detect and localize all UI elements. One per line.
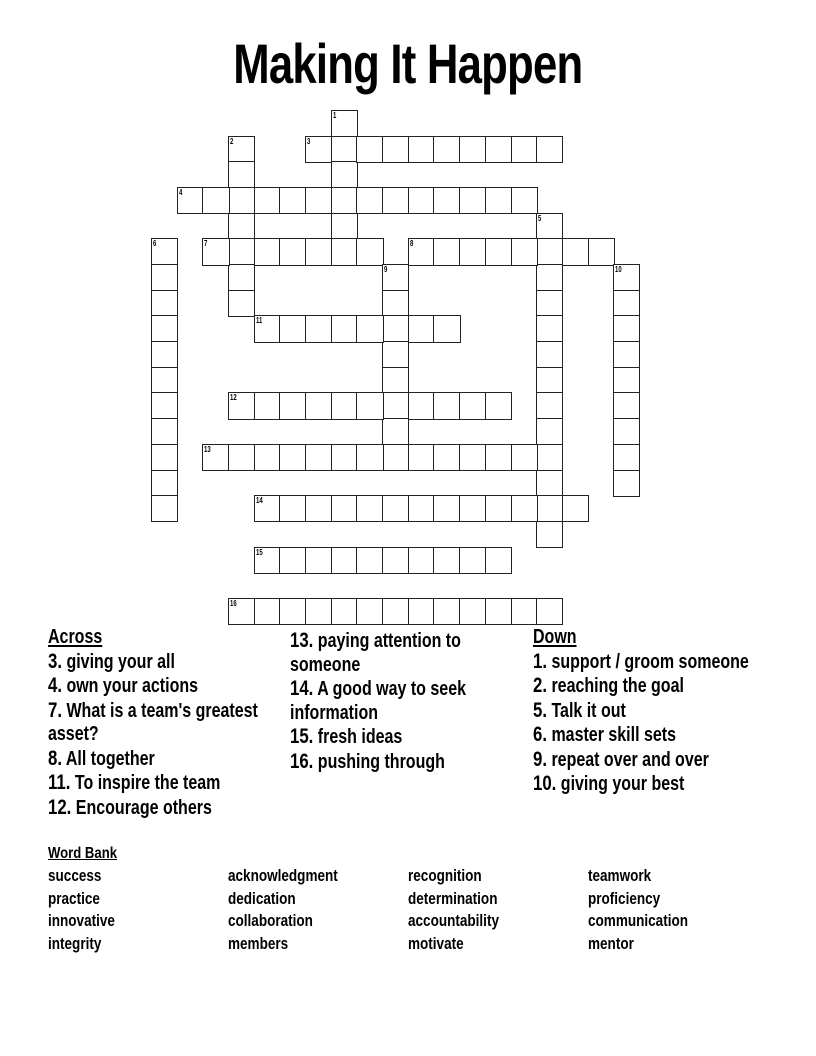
across-clues-column-1 (48, 626, 283, 820)
crossword-cell[interactable] (536, 367, 563, 394)
puzzle-title-text: Making It Happen (233, 32, 583, 95)
crossword-cell[interactable] (536, 495, 563, 522)
crossword-cell[interactable] (613, 367, 640, 394)
crossword-cell[interactable] (151, 367, 178, 394)
word-bank-item: acknowledgment (228, 867, 338, 885)
crossword-cell[interactable] (356, 187, 383, 214)
clue-number: 9. (533, 747, 548, 771)
crossword-cell[interactable] (433, 495, 460, 522)
crossword-cell[interactable] (485, 495, 512, 522)
clue-item (290, 677, 525, 725)
crossword-cell[interactable] (305, 598, 332, 625)
crossword-cell[interactable] (536, 238, 563, 265)
word-bank-item: innovative (48, 912, 115, 930)
crossword-cell[interactable] (356, 136, 383, 163)
crossword-cell[interactable] (408, 315, 435, 342)
crossword-cell[interactable] (485, 187, 512, 214)
clue-text: A good way to seek information (290, 678, 466, 724)
crossword-cell[interactable] (254, 315, 281, 342)
crossword-cell[interactable] (485, 238, 512, 265)
crossword-cell[interactable] (279, 315, 306, 342)
crossword-cell[interactable] (305, 547, 332, 574)
clue-text: Talk it out (547, 699, 626, 722)
crossword-cell[interactable] (613, 444, 640, 471)
crossword-cell[interactable] (382, 444, 409, 471)
crossword-cell[interactable] (485, 547, 512, 574)
crossword-cell[interactable] (511, 495, 538, 522)
crossword-cell[interactable] (433, 392, 460, 419)
crossword-cell[interactable] (177, 187, 204, 214)
crossword-cell[interactable] (382, 264, 409, 291)
crossword-cell[interactable] (511, 238, 538, 265)
down-clues-column (533, 626, 783, 797)
clue-item (48, 674, 283, 699)
crossword-cell[interactable] (613, 290, 640, 317)
crossword-cell[interactable] (228, 444, 255, 471)
crossword-cell[interactable] (151, 392, 178, 419)
crossword-cell[interactable] (613, 392, 640, 419)
clue-text: giving your best (556, 773, 685, 795)
clue-number-label: 9 (384, 265, 388, 275)
clue-number-label: 6 (153, 239, 157, 249)
crossword-cell[interactable] (356, 392, 383, 419)
clue-text: Encourage others (71, 796, 212, 819)
crossword-cell[interactable] (536, 470, 563, 497)
clue-item (533, 674, 783, 699)
clue-number-label: 15 (255, 547, 263, 557)
clue-number: 13. (290, 629, 314, 652)
clue-number-label: 12 (230, 393, 237, 403)
crossword-cell[interactable] (613, 341, 640, 368)
crossword-cell[interactable] (382, 547, 409, 574)
crossword-cell[interactable] (382, 367, 409, 394)
clue-text: own your actions (62, 675, 199, 697)
crossword-cell[interactable] (459, 598, 486, 625)
crossword-cell[interactable] (331, 598, 358, 625)
crossword-cell[interactable] (613, 418, 640, 445)
crossword-cell[interactable] (305, 136, 332, 163)
crossword-cell[interactable] (382, 290, 409, 317)
clue-item (533, 723, 783, 748)
clue-text: To inspire the team (70, 772, 221, 794)
crossword-cell[interactable] (433, 547, 460, 574)
word-bank-item: integrity (48, 934, 102, 953)
crossword-cell[interactable] (536, 598, 563, 625)
word-bank-item: proficiency (588, 889, 661, 908)
crossword-cell[interactable] (279, 495, 306, 522)
crossword-cell[interactable] (485, 392, 512, 419)
crossword-cell[interactable] (356, 444, 383, 471)
clue-text: support / groom someone (547, 650, 749, 673)
crossword-cell[interactable] (331, 392, 358, 419)
crossword-cell[interactable] (459, 238, 486, 265)
clue-text: All together (62, 747, 155, 770)
crossword-cell[interactable] (459, 392, 486, 419)
crossword-cell[interactable] (536, 264, 563, 291)
crossword-cell[interactable] (536, 136, 563, 163)
crossword-cell[interactable] (536, 392, 563, 419)
crossword-cell[interactable] (408, 547, 435, 574)
crossword-cell[interactable] (279, 444, 306, 471)
crossword-cell[interactable] (228, 213, 255, 240)
crossword-cell[interactable] (151, 341, 178, 368)
crossword-cell[interactable] (511, 187, 538, 214)
clue-number: 2. (533, 674, 548, 697)
crossword-cell[interactable] (459, 547, 486, 574)
crossword-cell[interactable] (613, 315, 640, 342)
crossword-cell[interactable] (356, 238, 383, 265)
crossword-cell[interactable] (459, 444, 486, 471)
clue-text: reaching the goal (547, 675, 684, 697)
word-bank-item: members (228, 934, 289, 953)
crossword-cell[interactable] (331, 547, 358, 574)
clue-number-label: 1 (332, 111, 337, 120)
crossword-cell[interactable] (202, 187, 229, 214)
crossword-cell[interactable] (305, 187, 332, 214)
crossword-cell[interactable] (331, 495, 358, 522)
clue-item (290, 629, 525, 677)
word-bank-item: collaboration (228, 912, 313, 930)
clue-number: 8. (48, 746, 63, 770)
crossword-cell[interactable] (382, 495, 409, 522)
clue-number: 6. (533, 723, 548, 746)
crossword-cell[interactable] (331, 161, 358, 188)
word-bank-heading: Word Bank (48, 845, 118, 862)
clue-item (48, 747, 283, 772)
clue-number-label: 5 (538, 213, 542, 223)
across-heading: Across (48, 626, 103, 648)
crossword-cell[interactable] (408, 495, 435, 522)
crossword-cell[interactable] (382, 598, 409, 625)
crossword-cell[interactable] (151, 238, 178, 265)
crossword-cell[interactable] (459, 495, 486, 522)
clue-item (290, 725, 525, 750)
crossword-cell[interactable] (562, 495, 589, 522)
word-bank-item: determination (408, 889, 498, 908)
crossword-cell[interactable] (202, 444, 229, 471)
crossword-cell[interactable] (151, 418, 178, 445)
crossword-cell[interactable] (151, 444, 178, 471)
word-bank-item: communication (588, 912, 688, 930)
crossword-cell[interactable] (613, 264, 640, 291)
clue-number-label: 2 (230, 136, 234, 146)
crossword-cell[interactable] (228, 238, 255, 265)
crossword-cell[interactable] (305, 444, 332, 471)
clue-number: 16. (290, 749, 314, 773)
crossword-cell[interactable] (408, 392, 435, 419)
clue-item (290, 750, 525, 775)
clue-number-label: 4 (178, 188, 183, 198)
crossword-cell[interactable] (382, 187, 409, 214)
crossword-cell[interactable] (408, 238, 435, 265)
clue-number: 5. (533, 698, 548, 722)
crossword-cell[interactable] (151, 264, 178, 291)
crossword-cell[interactable] (536, 290, 563, 317)
clue-item (48, 699, 283, 747)
crossword-cell[interactable] (485, 598, 512, 625)
clue-number-label: 13 (204, 444, 212, 454)
crossword-cell[interactable] (305, 495, 332, 522)
crossword-cell[interactable] (279, 392, 306, 419)
across-clue-list (48, 650, 283, 821)
clue-text: giving your all (62, 650, 175, 673)
clue-number: 7. (48, 698, 63, 722)
crossword-cell[interactable] (433, 444, 460, 471)
clue-number-label: 14 (255, 496, 263, 506)
clue-number: 12. (48, 795, 72, 819)
clue-item (48, 650, 283, 675)
crossword-cell[interactable] (562, 238, 589, 265)
crossword-cell[interactable] (433, 187, 460, 214)
crossword-cell[interactable] (228, 161, 255, 188)
crossword-cell[interactable] (151, 290, 178, 317)
clue-text: paying attention to someone (290, 630, 461, 676)
clue-number: 14. (290, 677, 314, 700)
crossword-cell[interactable] (433, 238, 460, 265)
crossword-cell[interactable] (536, 521, 563, 548)
crossword-cell[interactable] (511, 444, 538, 471)
crossword-cell[interactable] (459, 136, 486, 163)
crossword-cell[interactable] (254, 444, 281, 471)
crossword-cell[interactable] (382, 136, 409, 163)
crossword-cell[interactable] (613, 470, 640, 497)
word-bank-item: recognition (408, 867, 482, 885)
clue-number: 15. (290, 725, 314, 748)
crossword-cell[interactable] (536, 315, 563, 342)
crossword-cell[interactable] (331, 315, 358, 342)
crossword-cell[interactable] (151, 470, 178, 497)
clue-item (533, 772, 783, 797)
clue-text: master skill sets (547, 724, 676, 746)
clue-number-label: 8 (409, 239, 414, 249)
word-bank-item: practice (48, 889, 100, 908)
word-bank-item: teamwork (588, 867, 652, 885)
crossword-cell[interactable] (254, 547, 281, 574)
across-clues-column-2 (290, 629, 525, 774)
crossword-cell[interactable] (536, 418, 563, 445)
clue-text: pushing through (313, 750, 445, 773)
crossword-cell[interactable] (356, 598, 383, 625)
crossword-cell[interactable] (331, 444, 358, 471)
crossword-cell[interactable] (331, 136, 358, 163)
crossword-cell[interactable] (382, 392, 409, 419)
clue-item (533, 699, 783, 724)
crossword-cell[interactable] (536, 444, 563, 471)
crossword-cell[interactable] (408, 136, 435, 163)
clue-text: repeat over and over (547, 748, 709, 771)
crossword-cell[interactable] (279, 547, 306, 574)
crossword-cell[interactable] (228, 187, 255, 214)
crossword-cell[interactable] (228, 290, 255, 317)
word-bank-item: mentor (588, 934, 634, 953)
clue-number-label: 11 (255, 316, 263, 326)
crossword-cell[interactable] (382, 418, 409, 445)
clue-number: 3. (48, 649, 63, 673)
crossword-cell[interactable] (254, 238, 281, 265)
crossword-cell[interactable] (254, 392, 281, 419)
word-bank-item: dedication (228, 889, 296, 908)
crossword-cell[interactable] (485, 136, 512, 163)
clue-number: 1. (533, 649, 548, 673)
crossword-cell[interactable] (588, 238, 615, 265)
across-clue-list-continued (290, 629, 525, 774)
clue-number-label: 10 (615, 265, 622, 275)
down-heading: Down (533, 626, 577, 648)
crossword-cell[interactable] (382, 315, 409, 342)
crossword-cell[interactable] (511, 598, 538, 625)
crossword-cell[interactable] (279, 187, 306, 214)
word-bank-item: accountability (408, 912, 499, 930)
crossword-cell[interactable] (536, 341, 563, 368)
crossword-cell[interactable] (254, 598, 281, 625)
crossword-cell[interactable] (331, 213, 358, 240)
clue-number: 11. (48, 771, 71, 794)
crossword-cell[interactable] (433, 598, 460, 625)
crossword-cell[interactable] (279, 238, 306, 265)
crossword-cell[interactable] (254, 495, 281, 522)
crossword-cell[interactable] (228, 136, 255, 163)
crossword-cell[interactable] (202, 238, 229, 265)
crossword-cell[interactable] (408, 187, 435, 214)
crossword-cell[interactable] (228, 598, 255, 625)
crossword-cell[interactable] (536, 213, 563, 240)
crossword-cell[interactable] (228, 392, 255, 419)
crossword-cell[interactable] (408, 444, 435, 471)
clue-number: 4. (48, 674, 63, 697)
crossword-cell[interactable] (331, 110, 358, 137)
crossword-cell[interactable] (305, 238, 332, 265)
clue-text: What is a team's greatest asset? (48, 699, 258, 745)
crossword-cell[interactable] (408, 598, 435, 625)
crossword-cell[interactable] (254, 187, 281, 214)
crossword-cell[interactable] (356, 315, 383, 342)
clue-item (533, 748, 783, 773)
clue-text: fresh ideas (313, 726, 403, 748)
crossword-cell[interactable] (305, 315, 332, 342)
crossword-cell[interactable] (279, 598, 306, 625)
crossword-cell[interactable] (356, 547, 383, 574)
clue-number-label: 7 (204, 239, 208, 249)
clue-number-label: 16 (230, 598, 237, 608)
crossword-cell[interactable] (331, 238, 358, 265)
crossword-cell[interactable] (382, 341, 409, 368)
crossword-cell[interactable] (459, 187, 486, 214)
crossword-cell[interactable] (305, 392, 332, 419)
crossword-cell[interactable] (331, 187, 358, 214)
crossword-cell[interactable] (151, 495, 178, 522)
crossword-cell[interactable] (485, 444, 512, 471)
crossword-cell[interactable] (228, 264, 255, 291)
crossword-cell[interactable] (151, 315, 178, 342)
clue-item (48, 796, 283, 821)
crossword-cell[interactable] (433, 315, 460, 342)
crossword-cell[interactable] (433, 136, 460, 163)
clue-item (533, 650, 783, 675)
clue-number-label: 3 (307, 136, 311, 146)
crossword-cell[interactable] (511, 136, 538, 163)
clue-number: 10. (533, 772, 557, 795)
down-clue-list (533, 650, 783, 797)
clue-item (48, 771, 283, 796)
word-bank-item: success (48, 867, 102, 885)
word-bank-item: motivate (408, 934, 464, 953)
crossword-cell[interactable] (356, 495, 383, 522)
